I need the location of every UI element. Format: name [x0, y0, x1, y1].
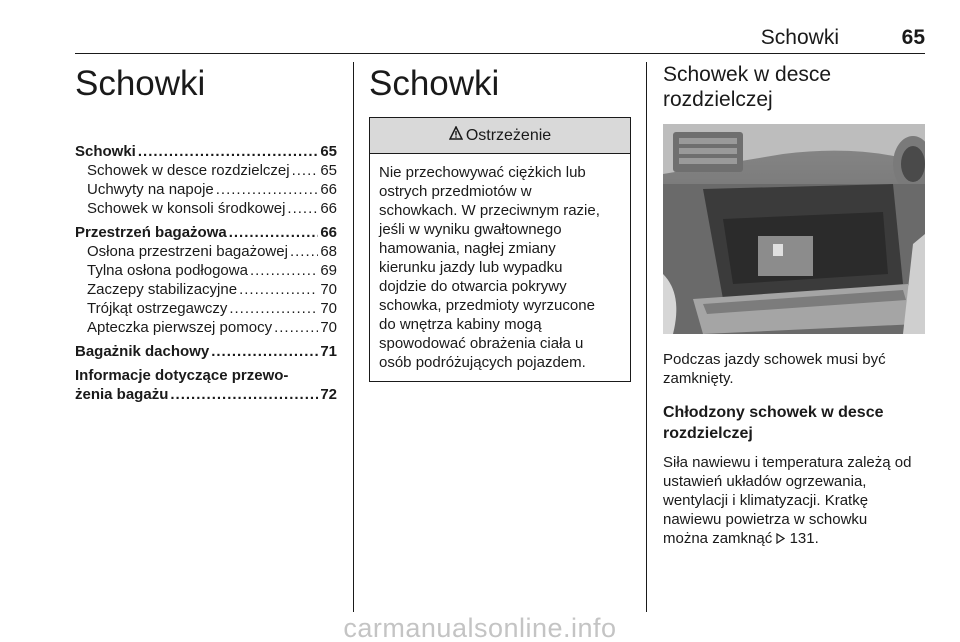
warning-line: ostrych przedmiotów w	[379, 183, 532, 200]
warning-text	[370, 154, 630, 381]
body-line: nawiewu powietrza w schowku	[663, 511, 868, 528]
caption-line: zamknięty.	[663, 370, 734, 387]
section-title: Schowki	[369, 64, 500, 103]
toc-entry-page: 66	[320, 181, 337, 198]
warning-line: do wnętrza kabiny mogą	[379, 316, 542, 333]
header-title: Schowki	[760, 26, 839, 49]
heading-line: rozdzielczej	[663, 425, 753, 442]
toc-entry[interactable]	[75, 142, 337, 161]
toc-entry-title: Osłona przestrzeni bagażowej	[87, 243, 288, 260]
warning-heading: Ostrzeżenie	[465, 126, 552, 144]
toc-leader	[292, 161, 319, 180]
toc-entry-page: 66	[320, 224, 337, 241]
toc-entry[interactable]	[75, 180, 337, 199]
toc-entry[interactable]	[75, 385, 337, 404]
cooled-glovebox-text	[663, 453, 929, 548]
toc-entry-title: Tylna osłona podłogowa	[87, 262, 248, 279]
toc-leader	[138, 142, 318, 161]
toc-entry-page: 71	[320, 343, 337, 360]
middle-column	[369, 62, 631, 382]
glovebox-title-line: rozdzielczej	[663, 88, 773, 111]
toc-entry-page: 70	[320, 300, 337, 317]
toc-entry[interactable]	[75, 318, 337, 337]
toc-entry-title: Apteczka pierwszej pomocy	[87, 319, 273, 336]
toc-entry[interactable]	[75, 299, 337, 318]
page-reference[interactable]: 131.	[789, 530, 819, 547]
cooled-glovebox-heading	[663, 402, 929, 444]
body-line: można zamknąć	[663, 530, 773, 547]
toc-entry-title: Bagażnik dachowy	[75, 343, 210, 360]
warning-line: kierunku jazdy lub wypadku	[379, 259, 563, 276]
right-column	[663, 62, 929, 548]
chapter-title: Schowki	[75, 64, 206, 103]
toc-leader	[290, 242, 318, 261]
toc-entry[interactable]	[75, 261, 337, 280]
toc-entry-page: 65	[320, 143, 337, 160]
warning-line: spowodować obrażenia ciała u	[379, 335, 584, 352]
toc-entry-page: 70	[320, 319, 337, 336]
toc-entry-title: Schowek w desce rozdzielczej	[87, 162, 290, 179]
column-divider-left	[353, 62, 354, 612]
column-divider-right	[646, 62, 647, 612]
warning-line: schowkach. W przeciwnym razie,	[379, 202, 600, 219]
toc-entry-title: żenia bagażu	[75, 386, 169, 403]
body-line: ustawień układów ogrzewania,	[663, 473, 867, 490]
toc-entry-title: Schowek w konsoli środkowej	[87, 200, 286, 217]
warning-box	[369, 117, 631, 382]
glovebox-title	[663, 62, 929, 112]
toc-entry-title: Schowki	[75, 143, 136, 160]
toc-leader	[250, 261, 318, 280]
toc-leader	[274, 318, 318, 337]
body-line-with-ref	[663, 529, 929, 548]
toc-entry[interactable]	[75, 199, 337, 218]
watermark: carmanualsonline.info	[343, 613, 617, 642]
toc-leader	[216, 180, 319, 199]
table-of-contents	[75, 142, 337, 404]
toc-entry[interactable]	[75, 342, 337, 361]
toc-leader	[239, 280, 318, 299]
glovebox-caption	[663, 350, 929, 388]
page-number: 65	[901, 26, 925, 49]
toc-leader	[229, 299, 318, 318]
toc-entry-title: Trójkąt ostrzegawczy	[87, 300, 228, 317]
toc-entry-title: Przestrzeń bagażowa	[75, 224, 227, 241]
heading-line: Chłodzony schowek w desce	[663, 404, 884, 421]
toc-entry[interactable]	[75, 223, 337, 242]
toc-leader	[211, 342, 318, 361]
toc-entry[interactable]	[75, 242, 337, 261]
toc-entry-page: 70	[320, 281, 337, 298]
glovebox-title-line: Schowek w desce	[663, 63, 832, 86]
warning-line: Nie przechowywać ciężkich lub	[379, 164, 586, 181]
body-line: wentylacji i klimatyzacji. Kratkę	[663, 492, 869, 509]
toc-entry-title: Uchwyty na napoje	[87, 181, 214, 198]
warning-line: osób podróżujących pojazdem.	[379, 354, 586, 371]
toc-leader	[170, 385, 318, 404]
toc-entry-page: 66	[320, 200, 337, 217]
warning-line: dojdzie do otwarcia pokrywy	[379, 278, 567, 295]
toc-entry-page: 69	[320, 262, 337, 279]
warning-line: jeśli w wyniku gwałtownego	[379, 221, 562, 238]
warning-header	[370, 118, 630, 154]
glovebox-photo	[663, 124, 925, 334]
body-line: Siła nawiewu i temperatura zależą od	[663, 454, 912, 471]
header-divider	[75, 53, 925, 54]
toc-column	[75, 62, 337, 404]
toc-entry-page: 72	[320, 386, 337, 403]
toc-entry[interactable]	[75, 161, 337, 180]
warning-line: hamowania, nagłej zmiany	[379, 240, 556, 257]
toc-entry-page: 68	[320, 243, 337, 260]
toc-leader	[229, 223, 319, 242]
caption-line: Podczas jazdy schowek musi być	[663, 351, 886, 368]
toc-entry-title[interactable]: Informacje dotyczące przewo-	[75, 367, 289, 384]
triangle-right-icon[interactable]	[772, 530, 789, 547]
page-header	[75, 26, 925, 52]
toc-entry[interactable]	[75, 280, 337, 299]
warning-triangle-icon	[449, 126, 463, 145]
warning-line: schowka, przedmioty wyrzucone	[379, 297, 595, 314]
toc-entry-page: 65	[320, 162, 337, 179]
toc-leader	[287, 199, 318, 218]
toc-entry-title: Zaczepy stabilizacyjne	[87, 281, 238, 298]
